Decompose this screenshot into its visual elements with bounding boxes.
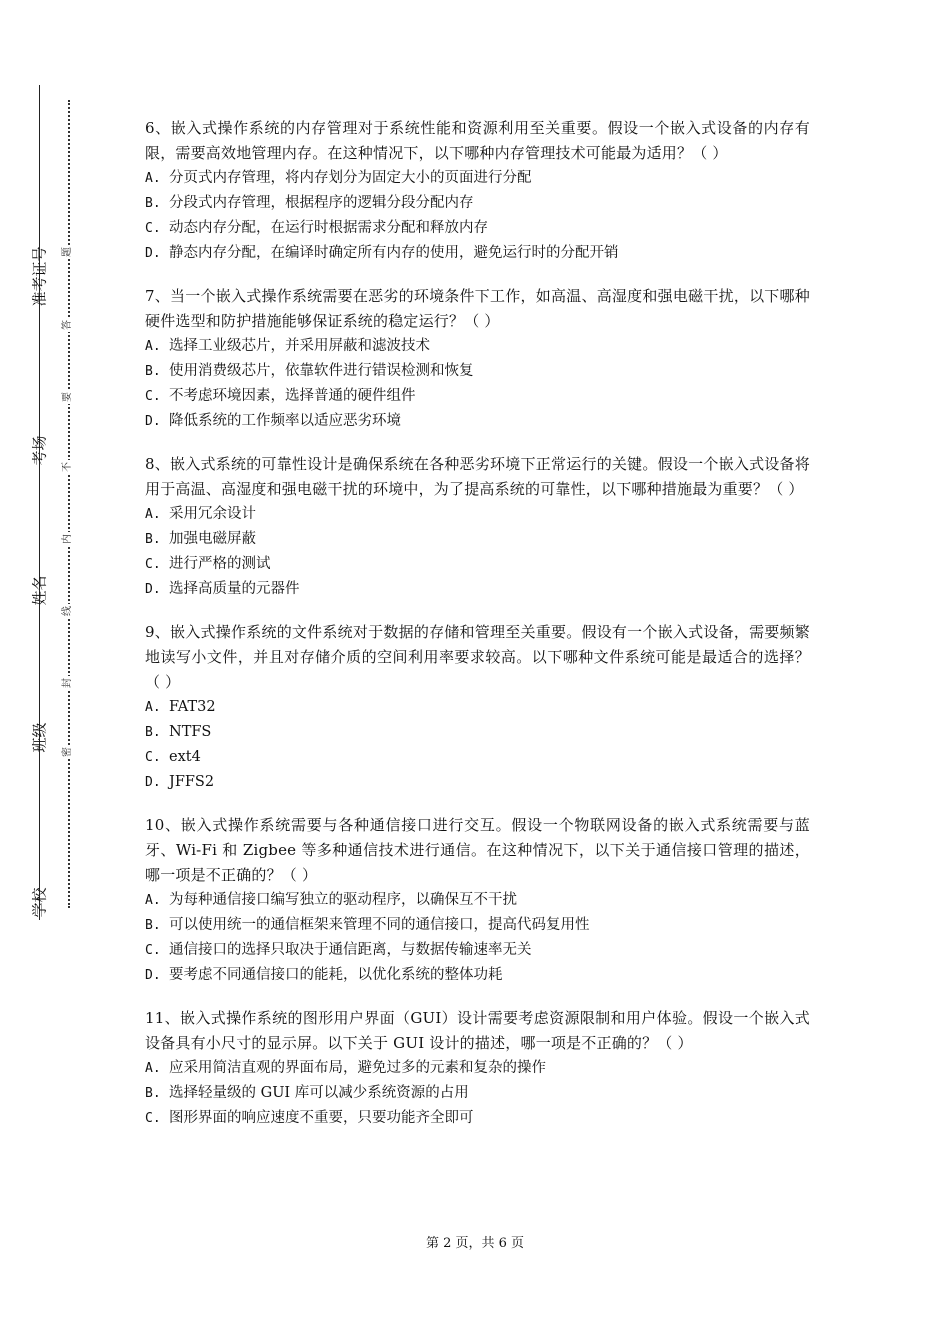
option-b: B. 使用消费级芯片，依靠软件进行错误检测和恢复 — [145, 363, 474, 379]
question-stem: 8、嵌入式系统的可靠性设计是确保系统在各种恶劣环境下正常运行的关键。假设一个嵌入式设备将用于高温、高湿度和强电磁干扰的环境中，为了提高系统的可靠性，以下哪种措施最为重要？（ ） — [145, 455, 810, 498]
question-9 — [145, 620, 810, 795]
school-field: 学校 — [30, 887, 49, 918]
option-c: C. 动态内存分配，在运行时根据需求分配和释放内存 — [145, 220, 488, 236]
binding-solid-line — [39, 85, 40, 920]
question-8 — [145, 452, 810, 602]
option-b: B. 选择轻量级的 GUI 库可以减少系统资源的占用 — [145, 1085, 469, 1101]
option-d: D. 静态内存分配，在编译时确定所有内存的使用，避免运行时的分配开销 — [145, 245, 619, 261]
seal-char: 答 — [60, 318, 76, 332]
option-d: D. 要考虑不同通信接口的能耗，以优化系统的整体功耗 — [145, 967, 503, 983]
seal-char: 内 — [60, 532, 76, 546]
name-field: 姓名 — [30, 575, 49, 606]
page-number: 第 2 页，共 6 页 — [425, 1236, 525, 1251]
option-a: A. 选择工业级芯片，并采用屏蔽和滤波技术 — [145, 338, 430, 354]
seal-char: 封 — [60, 676, 76, 690]
option-a: A. 为每种通信接口编写独立的驱动程序，以确保互不干扰 — [145, 892, 517, 908]
option-d: D. 降低系统的工作频率以适应恶劣环境 — [145, 413, 401, 429]
exam-number-field: 准考证号 — [30, 246, 49, 307]
option-a: A. 应采用简洁直观的界面布局，避免过多的元素和复杂的操作 — [145, 1060, 546, 1076]
option-b: B. 分段式内存管理，根据程序的逻辑分段分配内存 — [145, 195, 474, 211]
seal-char: 线 — [60, 604, 76, 618]
seal-char: 题 — [60, 245, 76, 259]
binding-dotted-line — [68, 100, 70, 908]
option-a: A. 分页式内存管理，将内存划分为固定大小的页面进行分配 — [145, 170, 532, 186]
question-7 — [145, 284, 810, 434]
question-6 — [145, 116, 810, 266]
seal-char: 要 — [60, 390, 76, 404]
option-c: C. 通信接口的选择只取决于通信距离，与数据传输速率无关 — [145, 942, 532, 958]
option-d: D. JFFS2 — [145, 774, 215, 790]
question-list — [145, 116, 810, 1149]
question-stem: 10、嵌入式操作系统需要与各种通信接口进行交互。假设一个物联网设备的嵌入式系统需要与蓝牙、Wi-Fi 和 Zigbee 等多种通信技术进行通信。在这种情况下，以下关于通信接口管理的描述，哪一项是不正确的？（ ） — [145, 816, 810, 884]
seal-char: 密 — [60, 745, 76, 759]
class-field: 班级 — [30, 722, 49, 753]
exam-room-field: 考场 — [30, 435, 49, 466]
question-11 — [145, 1006, 810, 1131]
question-10 — [145, 813, 810, 988]
question-stem: 9、嵌入式操作系统的文件系统对于数据的存储和管理至关重要。假设有一个嵌入式设备，需要频繁地读写小文件，并且对存储介质的空间利用率要求较高。以下哪种文件系统可能是最适合的选择？（ ） — [145, 623, 810, 691]
option-a: A. 采用冗余设计 — [145, 506, 256, 522]
option-c: C. ext4 — [145, 749, 201, 765]
option-c: C. 图形界面的响应速度不重要，只要功能齐全即可 — [145, 1110, 474, 1126]
seal-char: 不 — [60, 460, 76, 474]
question-stem: 6、嵌入式操作系统的内存管理对于系统性能和资源利用至关重要。假设一个嵌入式设备的内存有限，需要高效地管理内存。在这种情况下，以下哪种内存管理技术可能最为适用？（ ） — [145, 119, 810, 162]
option-b: B. 可以使用统一的通信框架来管理不同的通信接口，提高代码复用性 — [145, 917, 590, 933]
option-c: C. 不考虑环境因素，选择普通的硬件组件 — [145, 388, 416, 404]
option-b: B. 加强电磁屏蔽 — [145, 531, 256, 547]
option-d: D. 选择高质量的元器件 — [145, 581, 300, 597]
option-a: A. FAT32 — [145, 699, 216, 715]
question-stem: 11、嵌入式操作系统的图形用户界面（GUI）设计需要考虑资源限制和用户体验。假设一个嵌入式设备具有小尺寸的显示屏。以下关于 GUI 设计的描述，哪一项是不正确的？（ ） — [145, 1009, 810, 1052]
option-b: B. NTFS — [145, 724, 212, 740]
option-c: C. 进行严格的测试 — [145, 556, 271, 572]
question-stem: 7、当一个嵌入式操作系统需要在恶劣的环境条件下工作，如高温、高湿度和强电磁干扰，以下哪种硬件选型和防护措施能够保证系统的稳定运行？（ ） — [145, 287, 810, 330]
